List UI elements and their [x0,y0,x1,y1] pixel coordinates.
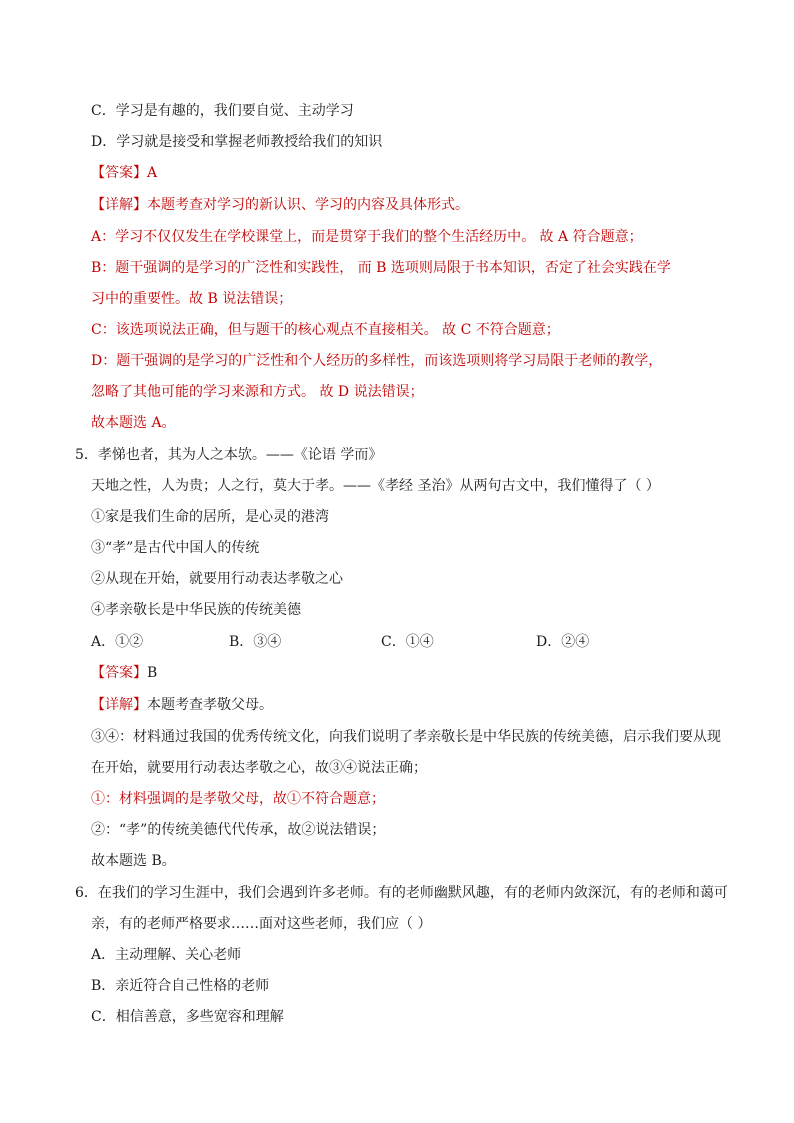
detail-tag: 【详解】 [91,197,147,213]
q4-conclusion: 故本题选 A。 [91,415,176,431]
q5-detail-line-3: ①：材料强调的是孝敬父母，故①不符合题意； [91,791,385,807]
q4-detail-line-a: A：学习不仅仅发生在学校课堂上，而是贯穿于我们的整个生活经历中。 故 A 符合题意； [91,229,643,245]
q5-option-b: B．③④ [229,634,282,650]
answer-value: B [147,665,158,681]
q5-stem-line-1: 5．孝悌也者，其为人之本欤。——《论语 学而》 [75,447,383,463]
q5-detail-intro [91,696,273,714]
q5-conclusion: 故本题选 B。 [91,853,176,869]
detail-intro: 本题考查对学习的新认识、学习的内容及具体形式。 [147,197,469,213]
q4-detail-line-b2: 习中的重要性。故 B 说法错误； [91,291,293,307]
q5-statement-3: ③“孝”是古代中国人的传统 [91,540,260,556]
q6-option-b: B．亲近符合自己性格的老师 [91,978,270,994]
q4-detail-line-d1: D：题干强调的是学习的广泛性和个人经历的多样性，而该选项则将学习局限于老师的教学， [91,353,663,369]
q4-detail-line-b1: B：题干强调的是学习的广泛性和实践性， 而 B 选项则局限于书本知识，否定了社会实践在学 [91,260,671,276]
q6-option-c: C．相信善意，多些宽容和理解 [91,1009,284,1025]
answer-value: A [147,165,158,181]
q4-detail-line-c: C：该选项说法正确，但与题干的核心观点不直接相关。 故 C 不符合题意； [91,322,560,338]
q5-detail-line-2: 在开始，就要用行动表达孝敬之心，故③④说法正确； [91,760,427,776]
q5-stem-line-2: 天地之性，人为贵；人之行，莫大于孝。——《孝经 圣治》从两句古文中，我们懂得了（ ） [91,478,660,494]
q6-stem-line-2: 亲，有的老师严格要求……面对这些老师，我们应（ ） [91,916,432,932]
detail-intro: 本题考查孝敬父母。 [147,697,273,713]
q5-option-c: C．①④ [381,634,434,650]
q6-option-a: A．主动理解、关心老师 [91,947,242,963]
q5-detail-line-4: ②：“孝”的传统美德代代传承，故②说法错误； [91,822,386,838]
detail-tag: 【详解】 [91,697,147,713]
q4-detail-intro [91,196,469,214]
q5-statement-1: ①家是我们生命的居所，是心灵的港湾 [91,509,329,525]
answer-tag: 【答案】 [91,165,147,181]
q4-option-c: C．学习是有趣的，我们要自觉、主动学习 [91,103,354,119]
q5-answer [91,664,157,682]
q5-statement-4: ④孝亲敬长是中华民族的传统美德 [91,602,301,618]
q4-answer [91,164,157,182]
q4-detail-line-d2: 忽略了其他可能的学习来源和方式。 故 D 说法错误； [91,384,424,400]
q6-stem-line-1: 6．在我们的学习生涯中，我们会遇到许多老师。有的老师幽默风趣，有的老师内敛深沉，有的老师和蔼可 [75,885,728,901]
q5-statement-2: ②从现在开始，就要用行动表达孝敬之心 [91,571,343,587]
q5-option-d: D．②④ [536,634,590,650]
q5-detail-line-1: ③④：材料通过我国的优秀传统文化，向我们说明了孝亲敬长是中华民族的传统美德，启示我们要从现 [91,729,721,745]
q4-option-d: D．学习就是接受和掌握老师教授给我们的知识 [91,134,383,150]
answer-tag: 【答案】 [91,665,147,681]
q5-option-a: A．①② [91,634,144,650]
